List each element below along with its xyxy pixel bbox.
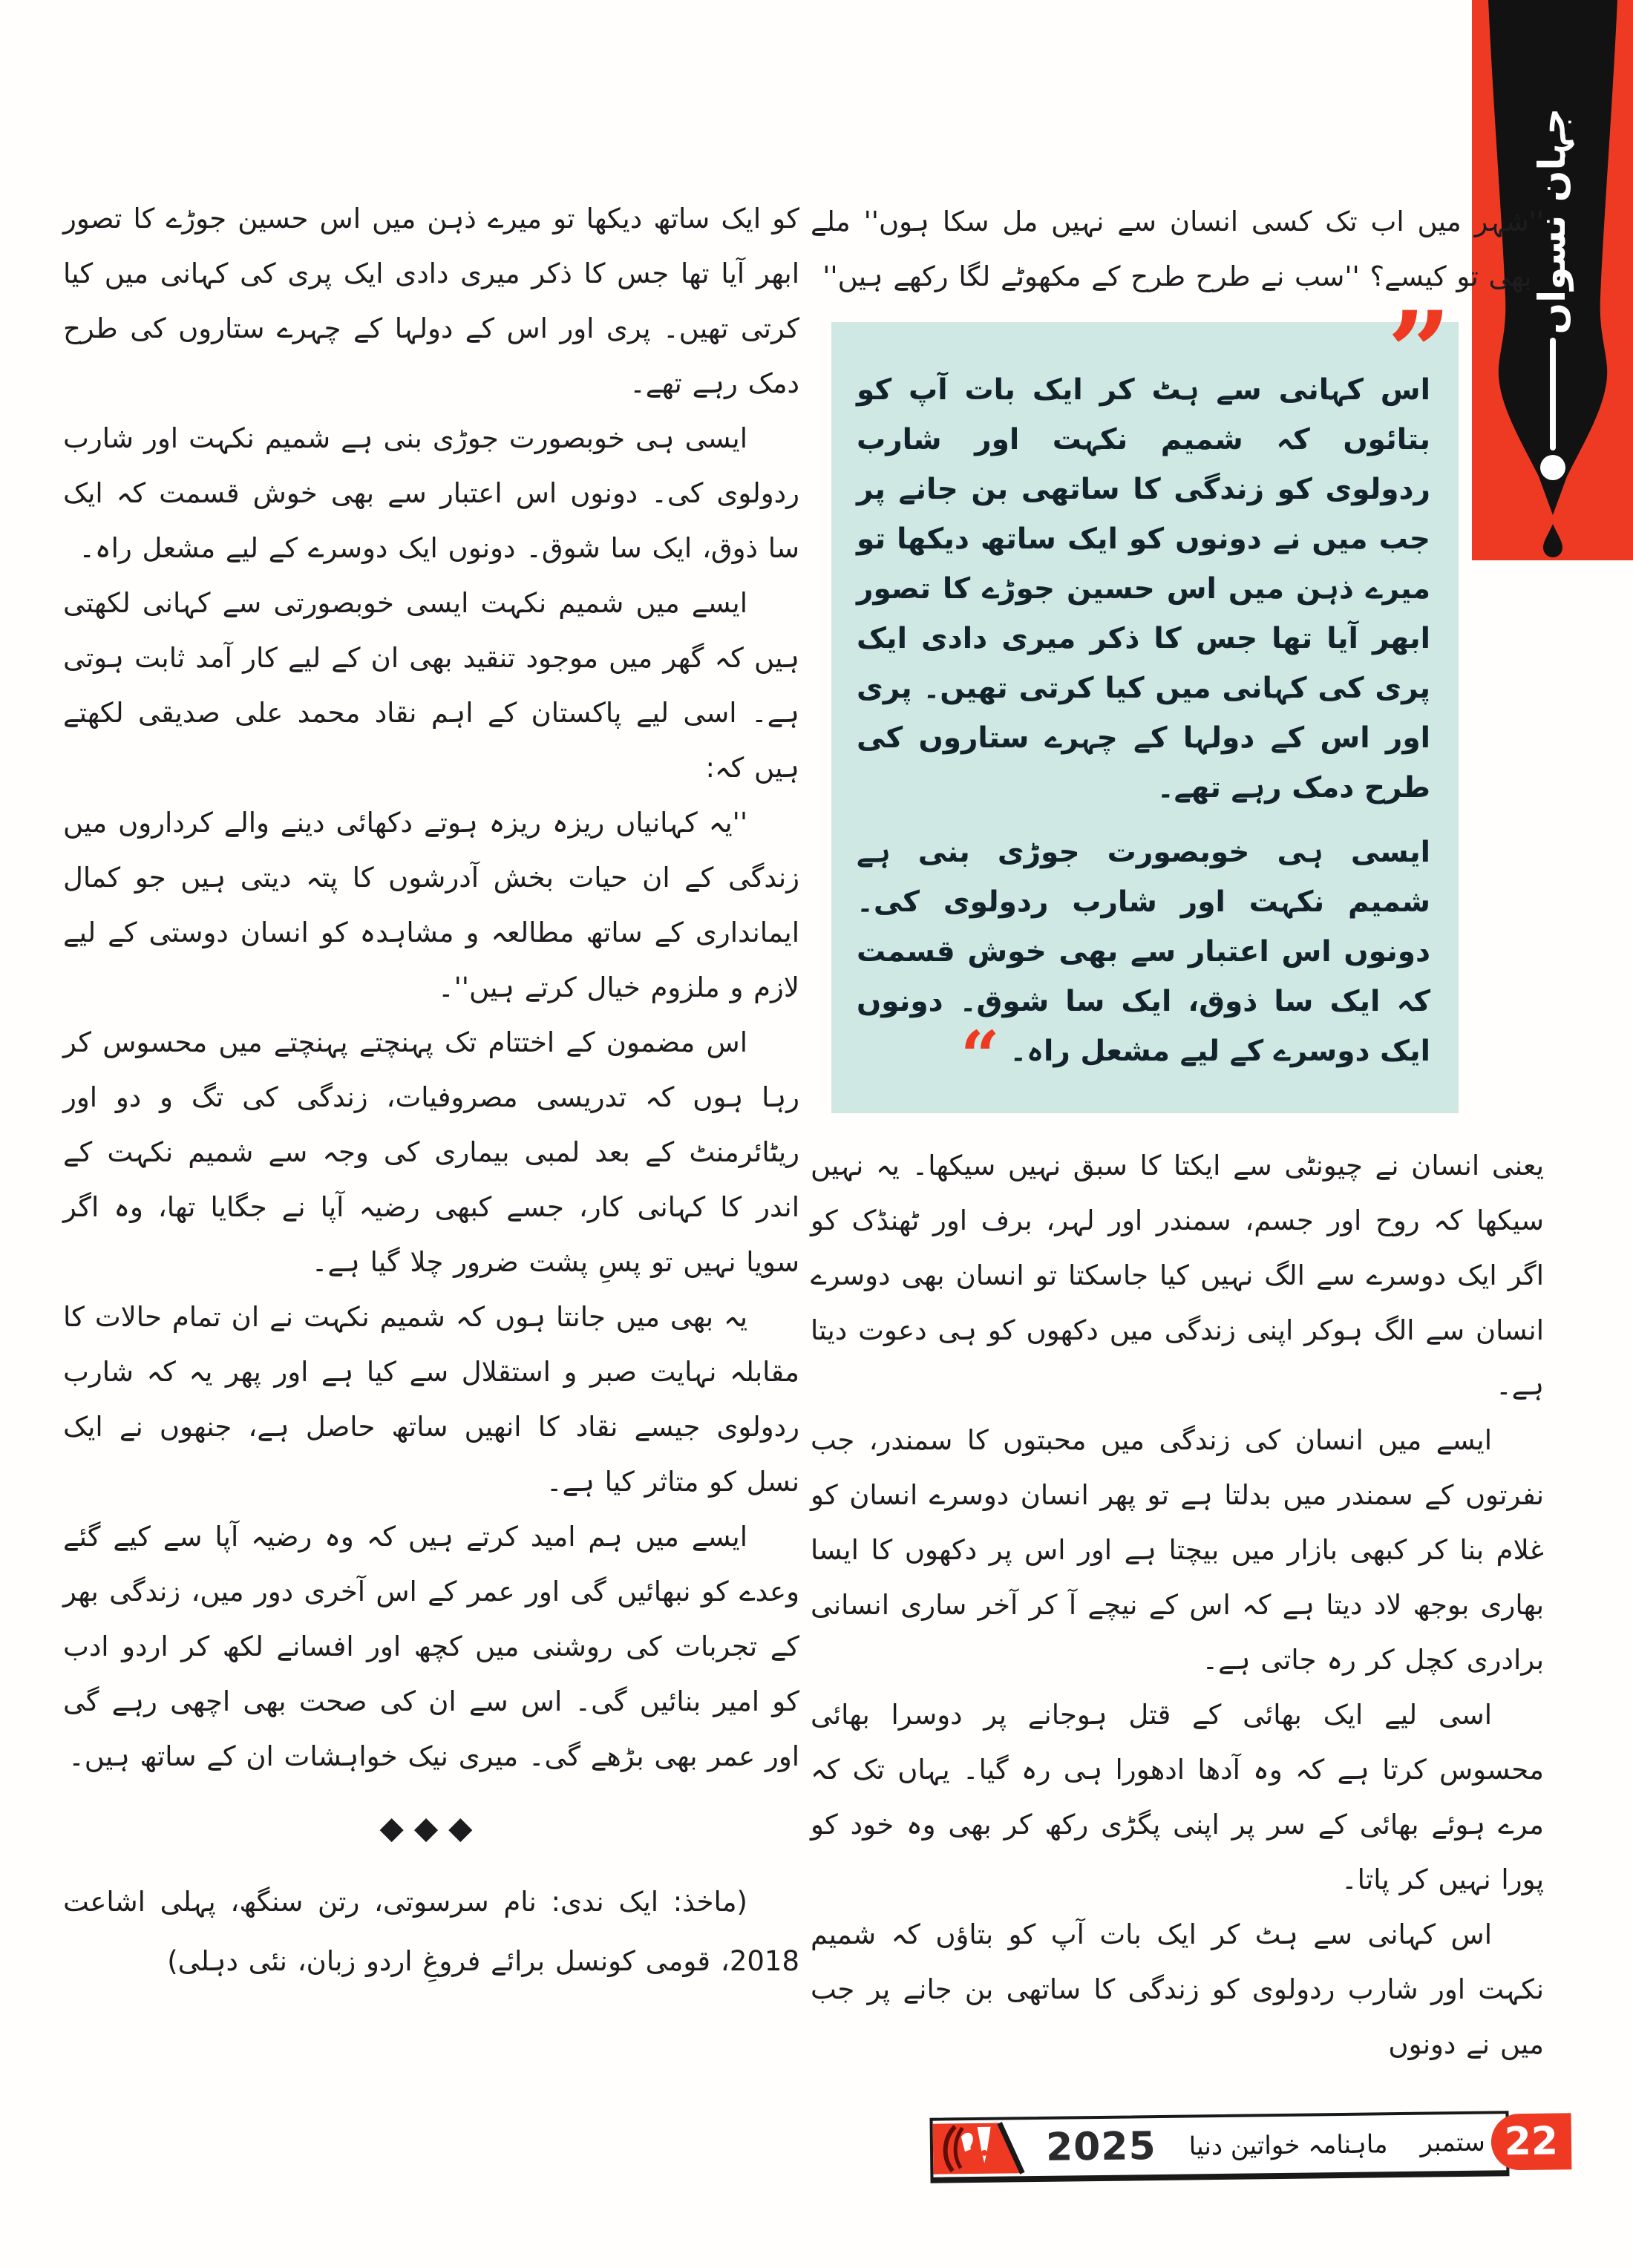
section-title: جہان نسواں	[1531, 108, 1574, 335]
body-paragraph: اسی لیے ایک بھائی کے قتل ہوجانے پر دوسرا بھائی محسوس کرتا ہے کہ وہ آدھا ادھورا ہی رہ گیا۔ یہاں تک کہ مرے ہوئے بھائی کے سر پر اپنی پگڑی رکھ کر بھی وہ خود کو پورا نہیں کر پاتا۔	[811, 1699, 1544, 1895]
close-quote-icon: “	[960, 1016, 1000, 1096]
body-paragraph: اس مضمون کے اختتام تک پہنچتے پہنچتے میں محسوس کر رہا ہوں کہ تدریسی مصروفیات، زندگی کی تگ و دو اور ریٹائرمنٹ کے بعد لمبی بیماری کی وجہ سے شمیم نکہت کے اندر کا کہانی کار، جسے کبھی رضیہ آپا نے جگایا تھا، وہ اگر سویا نہیں تو پسِ پشت ضرور چلا گیا ہے۔	[63, 1026, 799, 1278]
body-paragraph: ایسی ہی خوبصورت جوڑی بنی ہے شمیم نکہت اور شارب ردولوی کی۔ دونوں اس اعتبار سے بھی خوش قسمت کہ ایک سا ذوق، ایک سا شوق۔ دونوں ایک دوسرے کے لیے مشعل راہ۔	[63, 422, 799, 564]
body-paragraph: کو ایک ساتھ دیکھا تو میرے ذہن میں اس حسین جوڑے کا تصور ابھر آیا تھا جس کا ذکر میری دادی ایک پری کی کہانی میں کیا کرتی تھیں۔ پری اور اس کے دولہا کے چہرے ستاروں کی طرح دمک رہے تھے۔	[63, 203, 799, 399]
magazine-logo	[933, 2120, 1027, 2177]
footer-month: ستمبر	[1420, 2127, 1486, 2158]
pullquote-text: اس کہانی سے ہٹ کر ایک بات آپ کو بتائوں کہ شمیم نکہت اور شارب ردولوی کو زندگی کا ساتھی بن جانے پر جب میں نے دونوں کو ایک ساتھ دیکھا تو میرے ذہن میں اس حسین جوڑے کا تصور ابھر آیا تھا جس کا ذکر میری دادی ایک پری کی کہانی میں کیا کرتی تھیں۔ پری اور اس کے دولہا کے چہرے ستاروں کی طرح دمک رہے تھے۔	[857, 373, 1430, 804]
body-paragraph: یعنی انسان نے چیونٹی سے ایکتا کا سبق نہیں سیکھا۔ یہ نہیں سیکھا کہ روح اور جسم، سمندر اور لہر، برف اور ٹھنڈک کو اگر ایک دوسرے سے الگ نہیں کیا جاسکتا تو انسان بھی دوسرے انسان سے الگ ہوکر اپنی زندگی میں دکھوں کو ہی دعوت دیتا ہے۔	[811, 1150, 1544, 1401]
body-paragraph: ایسے میں انسان کی زندگی میں محبتوں کا سمندر، جب نفرتوں کے سمندر میں بدلتا ہے تو پھر انسان دوسرے انسان کو غلام بنا کر کبھی بازار میں بیچتا ہے اور اس پر دکھوں کا ایسا بھاری بوجھ لاد دیتا ہے کہ اس کے نیچے آ کر آخر ساری انسانی برادری کچل کر رہ جاتی ہے۔	[811, 1424, 1544, 1676]
open-quote-icon: ”	[1387, 287, 1451, 418]
body-paragraph: یہ بھی میں جانتا ہوں کہ شمیم نکہت نے ان تمام حالات کا مقابلہ نہایت صبر و استقلال سے کیا ہے اور پھر یہ کہ شارب ردولوی جیسے نقاد کا انھیں ساتھ حاصل ہے، جنھوں نے ایک نسل کو متاثر کیا ہے۔	[63, 1301, 799, 1498]
footer-year: 2025	[1045, 2124, 1157, 2170]
body-paragraph: اس کہانی سے ہٹ کر ایک بات آپ کو بتاؤں کہ شمیم نکہت اور شارب ردولوی کو زندگی کا ساتھی بن جانے پر جب میں نے دونوں	[811, 1918, 1544, 2060]
body-paragraph: ایسے میں شمیم نکہت ایسی خوبصورتی سے کہانی لکھتی ہیں کہ گھر میں موجود تنقید بھی ان کے لیے کار آمد ثابت ہوتی ہے۔ اسی لیے پاکستان کے اہم نقاد محمد علی صدیقی لکھتے ہیں کہ:	[63, 587, 799, 784]
woman-and-pen-logo-icon	[933, 2120, 1027, 2177]
pullquote-box	[831, 287, 1459, 1113]
pullquote-text	[857, 827, 1430, 1096]
source-note: (ماخذ: ایک ندی: نام سرسوتی، رتن سنگھ، پہلی اشاعت 2018، قومی کونسل برائے فروغِ اردو زبان، نئی دہلی)	[63, 1886, 799, 1977]
right-column	[811, 194, 1544, 2072]
footer-magazine-name: ماہنامہ خواتین دنیا	[1188, 2128, 1388, 2162]
page-footer	[929, 2111, 1559, 2183]
page-number: 22	[1490, 2113, 1571, 2170]
left-column	[63, 191, 799, 1991]
body-paragraph: ایسے میں ہم امید کرتے ہیں کہ وہ رضیہ آپا سے کیے گئے وعدے کو نبھائیں گی اور عمر کے اس آخری دور میں، زندگی بھر کے تجربات کی روشنی میں کچھ اور افسانے لکھ کر اردو ادب کو امیر بنائیں گی۔ اس سے ان کی صحت بھی اچھی رہے گی اور عمر بھی بڑھے گی۔ میری نیک خواہشات ان کے ساتھ ہیں۔	[63, 1521, 799, 1772]
footer-title-area	[1027, 2114, 1492, 2177]
pullquote-text-end: ایسی ہی خوبصورت جوڑی بنی ہے شمیم نکہت اور شارب ردولوی کی۔ دونوں اس اعتبار سے بھی خوش قسمت کہ ایک سا ذوق، ایک سا شوق۔ دونوں ایک دوسرے کے لیے مشعل راہ۔	[857, 836, 1430, 1068]
quote-paragraph: ''یہ کہانیاں ریزہ ریزہ ہوتے دکھائی دینے والے کرداروں میں زندگی کے ان حیات بخش آدرشوں کا پتہ دیتی ہیں جو کمال ایمانداری کے ساتھ مطالعہ و مشاہدہ کو انسان دوستی کے لیے لازم و ملزوم خیال کرتے ہیں''۔	[63, 807, 799, 1003]
dialogue-paragraph: ''شہر میں اب تک کسی انسان سے نہیں مل سکا ہوں'' ملے بھی تو کیسے؟ ''سب نے طرح طرح کے مکھوٹے لگا رکھے ہیں''	[811, 206, 1544, 292]
section-end-ornament: ◆◆◆	[379, 1809, 483, 1846]
